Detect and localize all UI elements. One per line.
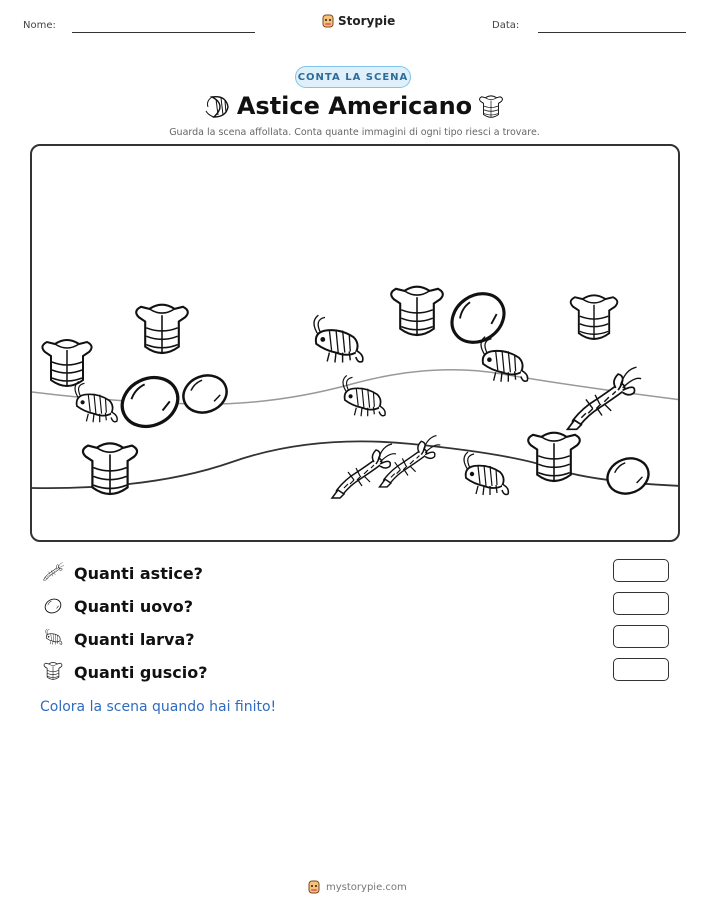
question-row-shell <box>40 660 208 684</box>
footer-url[interactable]: mystorypie.com <box>326 881 407 893</box>
date-field-line[interactable] <box>538 32 686 33</box>
answer-box-shell[interactable] <box>613 658 669 681</box>
coloring-note: Colora la scena quando hai finito! <box>40 699 277 715</box>
name-field-line[interactable] <box>72 32 255 33</box>
storypie-mascot-icon <box>322 14 334 28</box>
question-text: Quanti guscio? <box>74 662 208 682</box>
answer-box-larva[interactable] <box>613 625 669 648</box>
answer-box-egg[interactable] <box>613 592 669 615</box>
question-text: Quanti uovo? <box>74 596 193 616</box>
page-title: Astice Americano <box>236 92 473 120</box>
shell-item <box>571 295 618 339</box>
larva-item <box>75 381 117 422</box>
question-row-egg <box>40 594 193 618</box>
answer-box-lobster[interactable] <box>613 559 669 582</box>
storypie-mascot-icon <box>308 880 320 894</box>
name-label: Nome: <box>23 20 56 31</box>
date-label: Data: <box>492 20 520 31</box>
shell-title-icon <box>477 94 505 122</box>
question-row-larva <box>40 627 195 651</box>
lobster-item <box>568 367 642 429</box>
brand-name: Storypie <box>338 14 396 28</box>
egg-icon <box>40 595 66 617</box>
shell-item <box>42 340 91 386</box>
egg-item <box>443 284 514 352</box>
activity-badge: CONTA LA SCENA <box>295 66 411 88</box>
instructions-text: Guarda la scena affollata. Conta quante immagini di ogni tipo riesci a trovare. <box>169 127 540 138</box>
brand-logo <box>322 14 395 28</box>
shell-icon <box>40 661 66 683</box>
question-row-lobster <box>40 561 203 585</box>
larva-item <box>314 315 363 362</box>
egg-item <box>114 369 186 436</box>
lobster-icon <box>40 562 66 584</box>
egg-item <box>603 453 654 499</box>
egg-item <box>178 370 232 419</box>
larva-item <box>464 452 508 495</box>
shell-item <box>136 305 188 353</box>
larva-icon <box>40 628 66 650</box>
question-text: Quanti astice? <box>74 563 203 583</box>
lobster-item <box>332 444 396 498</box>
shell-item <box>391 287 443 335</box>
counting-scene <box>30 144 680 542</box>
footer <box>308 880 407 894</box>
question-text: Quanti larva? <box>74 629 195 649</box>
